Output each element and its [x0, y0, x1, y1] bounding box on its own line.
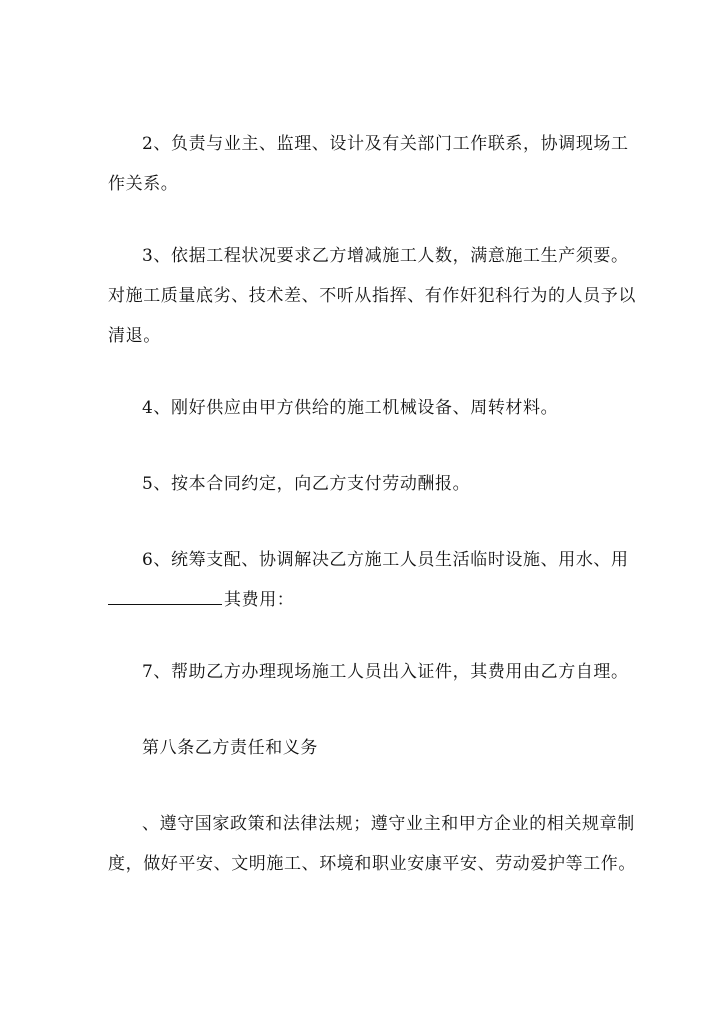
paragraph-3-line-2: 对施工质量底劣、技术差、不听从指挥、有作奸犯科行为的人员予以 — [108, 286, 636, 306]
article-8-item-line-1: 、遵守国家政策和法律法规；遵守业主和甲方企业的相关规章制 — [142, 814, 635, 834]
paragraph-3-line-1: 3、依据工程状况要求乙方增减施工人数，满意施工生产须要。 — [142, 246, 629, 266]
paragraph-6-line-2-text: 其费用： — [224, 590, 295, 610]
paragraph-6-line-2 — [108, 590, 294, 610]
article-8-item-line-2: 度，做好平安、文明施工、环境和职业安康平安、劳动爱护等工作。 — [108, 854, 636, 874]
paragraph-7-line-1: 7、帮助乙方办理现场施工人员出入证件，其费用由乙方自理。 — [142, 662, 629, 682]
article-8-heading: 第八条乙方责任和义务 — [142, 738, 318, 758]
paragraph-3-line-3: 清退。 — [108, 326, 161, 346]
fill-in-blank — [108, 590, 222, 605]
paragraph-5-line-1: 5、按本合同约定，向乙方支付劳动酬报。 — [142, 474, 471, 494]
paragraph-2-line-2: 作关系。 — [108, 174, 179, 194]
paragraph-6-line-1: 6、统筹支配、协调解决乙方施工人员生活临时设施、用水、用 — [142, 550, 629, 570]
paragraph-2-line-1: 2、负责与业主、监理、设计及有关部门工作联系，协调现场工 — [142, 134, 629, 154]
paragraph-4-line-1: 4、刚好供应由甲方供给的施工机械设备、周转材料。 — [142, 398, 559, 418]
